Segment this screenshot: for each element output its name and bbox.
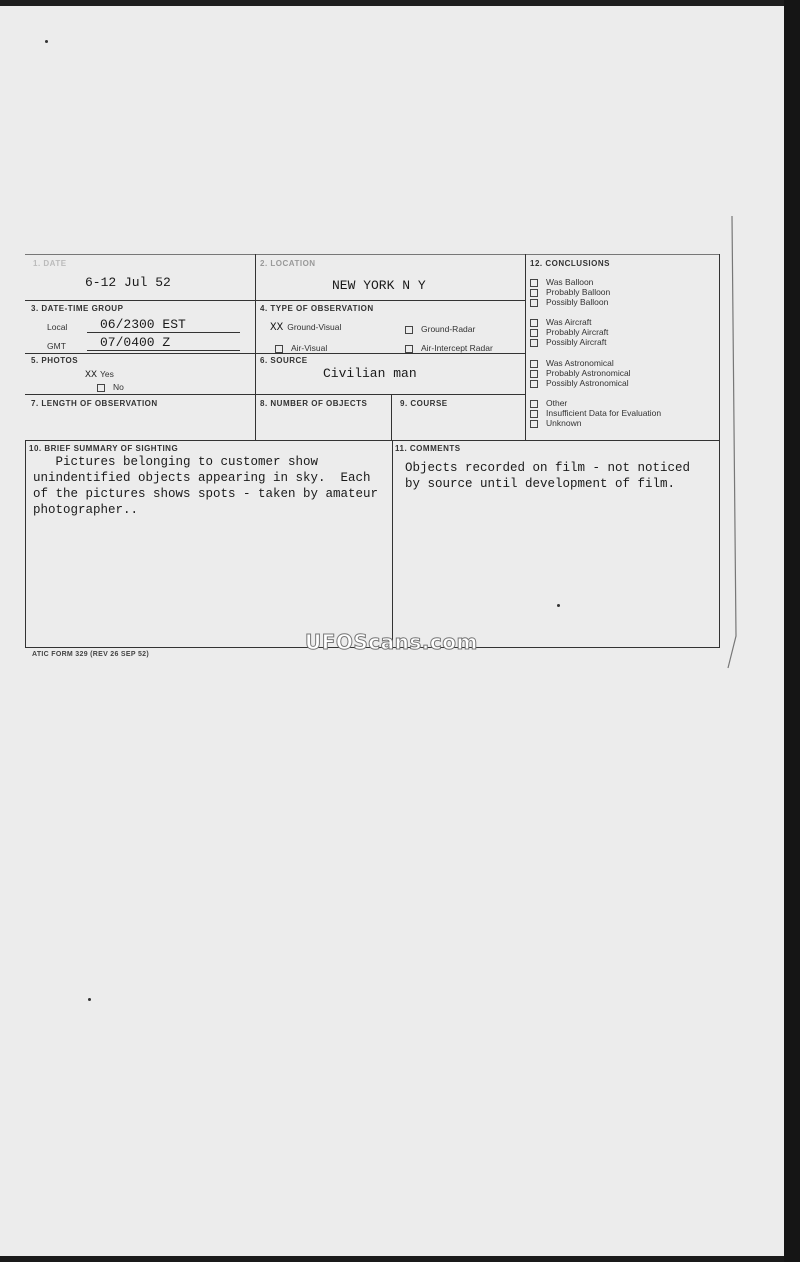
conclusion-checkbox: [530, 319, 538, 327]
number-of-objects-label: 8. NUMBER OF OBJECTS: [260, 399, 368, 408]
conclusions-group-aircraft: [530, 317, 730, 347]
conclusions-group-balloon: [530, 277, 730, 307]
date-time-group-label: 3. DATE-TIME GROUP: [31, 304, 124, 313]
form-col-rule-b: [391, 394, 392, 440]
length-of-observation-label: 7. LENGTH OF OBSERVATION: [31, 399, 158, 408]
conclusions-group-other: [530, 398, 730, 428]
conclusion-option: Other: [530, 398, 730, 408]
air-intercept-radar-checkbox: [405, 345, 413, 353]
form-rule-row4: [25, 440, 720, 441]
brief-summary-text: [33, 454, 393, 518]
form-top-rule: [25, 254, 720, 255]
location-value: NEW YORK N Y: [332, 278, 426, 293]
conclusions-group-astronomical: [530, 358, 730, 388]
local-time-label: Local: [47, 322, 68, 332]
comments-text: [405, 460, 715, 492]
type-of-observation-label: 4. TYPE OF OBSERVATION: [260, 304, 374, 313]
watermark-text: UFOScans.com: [305, 630, 478, 654]
conclusion-option: Was Astronomical: [530, 358, 730, 368]
local-time-value: 06/2300 EST: [100, 317, 186, 332]
scan-speck: [557, 604, 560, 607]
conclusion-option: Possibly Balloon: [530, 297, 730, 307]
gmt-time-value: 07/0400 Z: [100, 335, 171, 350]
conclusions-label: 12. CONCLUSIONS: [530, 259, 610, 268]
location-label: 2. LOCATION: [260, 259, 316, 268]
scan-speck: [45, 40, 48, 43]
ground-radar-checkbox: [405, 326, 413, 334]
scan-speck: [88, 998, 91, 1001]
comments-line: by source until development of film.: [405, 477, 676, 491]
form-col-rule-a: [255, 254, 256, 440]
conclusion-checkbox: [530, 380, 538, 388]
summary-line: Pictures belonging to customer show: [33, 455, 319, 469]
conclusion-checkbox: [530, 289, 538, 297]
conclusion-checkbox: [530, 370, 538, 378]
conclusion-checkbox: [530, 279, 538, 287]
conclusion-checkbox: [530, 410, 538, 418]
conclusion-checkbox: [530, 400, 538, 408]
air-visual-checkbox: [275, 345, 283, 353]
source-label: 6. SOURCE: [260, 356, 308, 365]
conclusion-option: Possibly Aircraft: [530, 337, 730, 347]
ground-radar-option: [405, 324, 475, 334]
ground-visual-text: Ground-Visual: [287, 322, 342, 332]
photos-no-option: [97, 382, 124, 392]
photos-no-checkbox: [97, 384, 105, 392]
conclusion-checkbox: [530, 360, 538, 368]
margin-bracket-mark: [722, 216, 746, 676]
photos-yes-option: [85, 369, 114, 381]
date-value: 6-12 Jul 52: [85, 275, 171, 290]
comments-line: Objects recorded on film - not noticed: [405, 461, 691, 475]
source-value: Civilian man: [323, 366, 417, 381]
conclusion-option: Was Balloon: [530, 277, 730, 287]
air-visual-text: Air-Visual: [291, 343, 328, 353]
conclusion-option: Possibly Astronomical: [530, 378, 730, 388]
scan-right-edge: [784, 0, 800, 1262]
conclusion-checkbox: [530, 339, 538, 347]
ground-radar-text: Ground-Radar: [421, 324, 476, 334]
ground-visual-option: [270, 322, 341, 334]
ground-visual-check: XX: [270, 322, 284, 334]
conclusion-checkbox: [530, 420, 538, 428]
form-left-rule: [25, 440, 26, 648]
course-label: 9. COURSE: [400, 399, 448, 408]
form-rule-row2: [25, 353, 525, 354]
form-col-rule-d: [525, 254, 526, 440]
conclusion-option: Probably Balloon: [530, 287, 730, 297]
conclusion-checkbox: [530, 299, 538, 307]
conclusion-option: Probably Aircraft: [530, 327, 730, 337]
photos-no-text: No: [113, 382, 124, 392]
conclusion-option: Probably Astronomical: [530, 368, 730, 378]
document-page: [0, 6, 784, 1256]
form-rule-row1: [25, 300, 525, 301]
date-label: 1. DATE: [33, 259, 67, 268]
gmt-time-underline: [87, 350, 240, 351]
form-rule-row3: [25, 394, 525, 395]
form-number-footer: ATIC FORM 329 (REV 26 SEP 52): [32, 651, 149, 658]
local-time-underline: [87, 332, 240, 333]
conclusion-option: Was Aircraft: [530, 317, 730, 327]
summary-line: of the pictures shows spots - taken by amateur: [33, 487, 379, 501]
summary-line: unindentified objects appearing in sky. Each: [33, 471, 371, 485]
gmt-time-label: GMT: [47, 341, 66, 351]
air-visual-option: [275, 343, 327, 353]
project-card-form: [25, 254, 720, 649]
air-intercept-radar-text: Air-Intercept Radar: [421, 343, 493, 353]
photos-yes-text: Yes: [100, 369, 114, 379]
air-intercept-radar-option: [405, 343, 493, 353]
comments-label: 11. COMMENTS: [395, 444, 461, 453]
conclusion-option: Insufficient Data for Evaluation: [530, 408, 730, 418]
form-right-rule: [719, 254, 720, 648]
conclusion-checkbox: [530, 329, 538, 337]
summary-line: photographer..: [33, 503, 139, 517]
photos-yes-check: XX: [85, 370, 98, 381]
conclusion-option: Unknown: [530, 418, 730, 428]
brief-summary-label: 10. BRIEF SUMMARY OF SIGHTING: [29, 444, 179, 453]
photos-label: 5. PHOTOS: [31, 356, 79, 365]
